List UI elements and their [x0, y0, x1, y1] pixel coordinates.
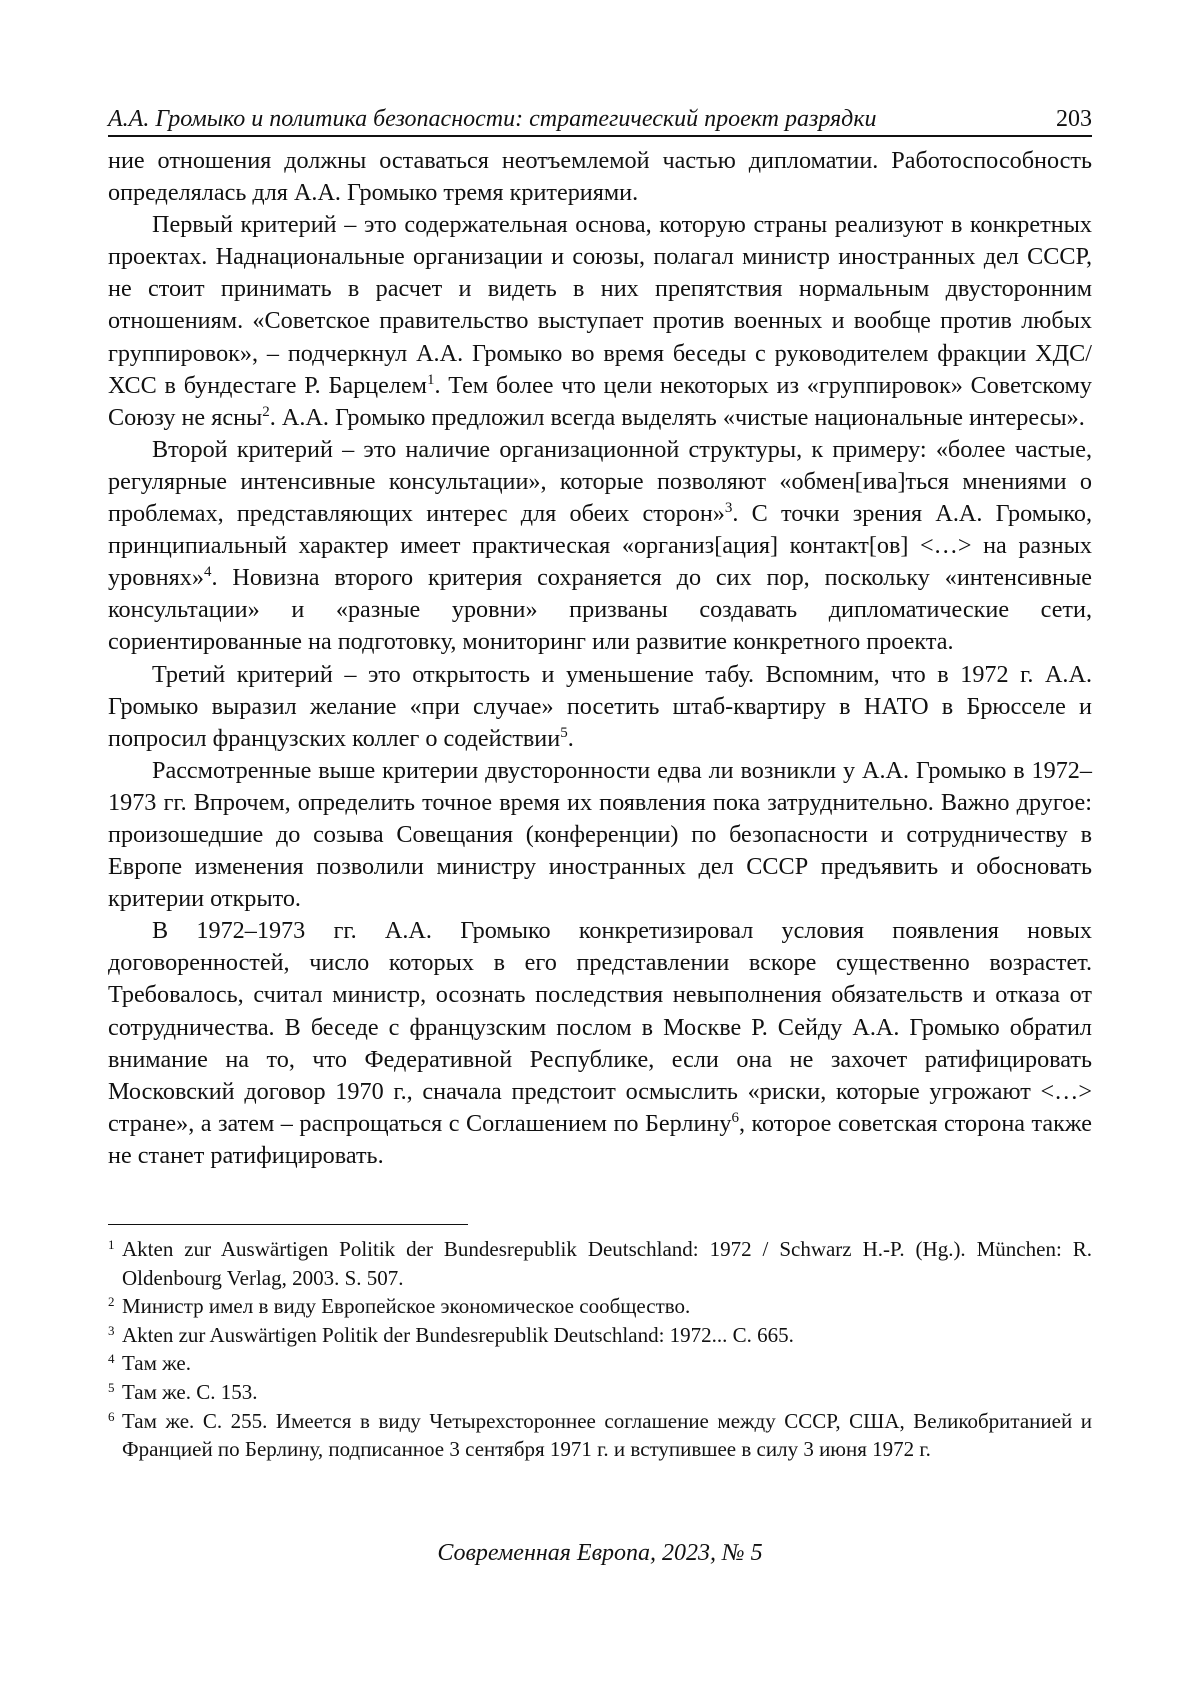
- footnote: [108, 1378, 1092, 1407]
- footnote-ref[interactable]: 3: [724, 499, 733, 516]
- footnote-number: 4: [108, 1351, 115, 1367]
- text-run: ние отношения должны оставаться неотъемлемой частью дипломатии. Работоспособность определялась для А.А. Громыко тремя критериями.: [108, 147, 1092, 207]
- footnotes: [108, 1235, 1092, 1464]
- paragraph: [108, 434, 1092, 659]
- text-run: , которое советская сторона также не станет ратифицировать.: [108, 1109, 1092, 1169]
- main-text: [108, 145, 1092, 1172]
- footnote-text: Akten zur Auswärtigen Politik der Bundesrepublik Deutschland: 1972... С. 665.: [122, 1322, 794, 1347]
- text-run: . А.А. Громыко предложил всегда выделять «чистые национальные интересы».: [269, 403, 1085, 431]
- running-header: [108, 96, 1092, 137]
- text-run: В 1972–1973 гг. А.А. Громыко конкретизировал условия появления новых договоренностей, число которых в его представлении вскоре существенно возрастет. Требовалось, считал министр, осознать последствия невыполнения обязательств и отказа от сотрудничества. В беседе с французским послом в Москве Р. Сейду А.А. Громыко обратил внимание на то, что Федеративной Республике, если она не захочет ратифицировать Московский договор 1970 г., сначала предстоит осмыслить «риски, которые угрожают <…> стране», а затем – распрощаться с Соглашением по Берлину: [108, 917, 1092, 1137]
- footnote-text: Akten zur Auswärtigen Politik der Bundesrepublik Deutschland: 1972 / Schwarz H.-P. (Hg.). München: R. Oldenbourg Verlag, 2003. S. 507.: [122, 1237, 1092, 1290]
- paragraph: [108, 915, 1092, 1172]
- text-run: . С точки зрения А.А. Громыко, принципиальный характер имеет практическая «организ[ация] контакт[ов] <…> на разных уровнях»: [108, 500, 1092, 592]
- footnote-ref[interactable]: 4: [203, 564, 212, 581]
- footnote: [108, 1321, 1092, 1350]
- running-title: А.А. Громыко и политика безопасности: стратегический проект разрядки: [108, 106, 877, 132]
- footnote-text: Там же.: [122, 1351, 191, 1376]
- text-run: Первый критерий – это содержательная основа, которую страны реализуют в конкретных проектах. Наднациональные организации и союзы, полагал министр иностранных дел СССР, не стоит принимать в расчет и видеть в них препятствия нормальным двусторонним отношениям. «Советское правительство выступает против военных и вообще против любых группировок», – подчеркнул А.А. Громыко во время беседы с руководителем фракции ХДС/ХСС в бундестаге Р. Барцелем: [108, 211, 1092, 399]
- footnote: [108, 1349, 1092, 1378]
- text-run: Рассмотренные выше критерии двусторонности едва ли возникли у А.А. Громыко в 1972–1973 гг. Впрочем, определить точное время их появления пока затруднительно. Важно другое: произошедшие до созыва Совещания (конференции) по безопасности и сотрудничеству в Европе изменения позволили министру иностранных дел СССР предъявить и обосновать критерии открыто.: [108, 756, 1092, 913]
- footnote: [108, 1407, 1092, 1464]
- page: [108, 96, 1092, 1464]
- footnote: [108, 1292, 1092, 1321]
- footnote-ref[interactable]: 2: [262, 403, 270, 420]
- paragraph: [108, 659, 1092, 755]
- text-run: Третий критерий – это открытость и уменьшение табу. Вспомним, что в 1972 г. А.А. Громыко выразил желание «при случае» посетить штаб-квартиру в НАТО в Брюсселе и попросил французских коллег о содействии: [108, 660, 1092, 752]
- footnote-text: Там же. С. 255. Имеется в виду Четырехстороннее соглашение между СССР, США, Великобританией и Францией по Берлину, подписанное 3 сентября 1971 г. и вступившее в силу 3 июня 1972 г.: [122, 1408, 1092, 1462]
- footnote-number: 6: [108, 1408, 115, 1424]
- footnote-number: 3: [108, 1322, 115, 1338]
- text-run: .: [567, 724, 574, 752]
- footnote-ref[interactable]: 1: [426, 371, 435, 388]
- footnote-number: 2: [108, 1294, 115, 1310]
- journal-footer: Современная Европа, 2023, № 5: [437, 1540, 763, 1566]
- footnote-ref[interactable]: 5: [560, 724, 568, 741]
- page-number: 203: [1056, 106, 1092, 132]
- footnote-number: 1: [108, 1237, 115, 1252]
- paragraph: [108, 145, 1092, 209]
- text-run: . Тем более что цели некоторых из «группировок» Советскому Союзу не ясны: [108, 371, 1092, 431]
- footnote-text: Там же. С. 153.: [122, 1379, 258, 1404]
- footnote-ref[interactable]: 6: [731, 1109, 739, 1126]
- footnote-number: 5: [108, 1379, 115, 1395]
- footnote-text: Министр имел в виду Европейское экономическое сообщество.: [122, 1294, 691, 1319]
- text-run: . Новизна второго критерия сохраняется до сих пор, поскольку «интенсивные консультации» и «разные уровни» призваны создавать дипломатические сети, сориентированные на подготовку, мониторинг или развитие конкретного проекта.: [108, 564, 1092, 656]
- footnote-divider: [108, 1224, 468, 1225]
- text-run: Второй критерий – это наличие организационной структуры, к примеру: «более частые, регулярные интенсивные консультации», которые позволяют «обмен[ива]ться мнениями о проблемах, представляющих интерес для обеих сторон»: [108, 435, 1092, 528]
- paragraph: [108, 209, 1092, 434]
- footnote: [108, 1235, 1092, 1292]
- paragraph: [108, 755, 1092, 915]
